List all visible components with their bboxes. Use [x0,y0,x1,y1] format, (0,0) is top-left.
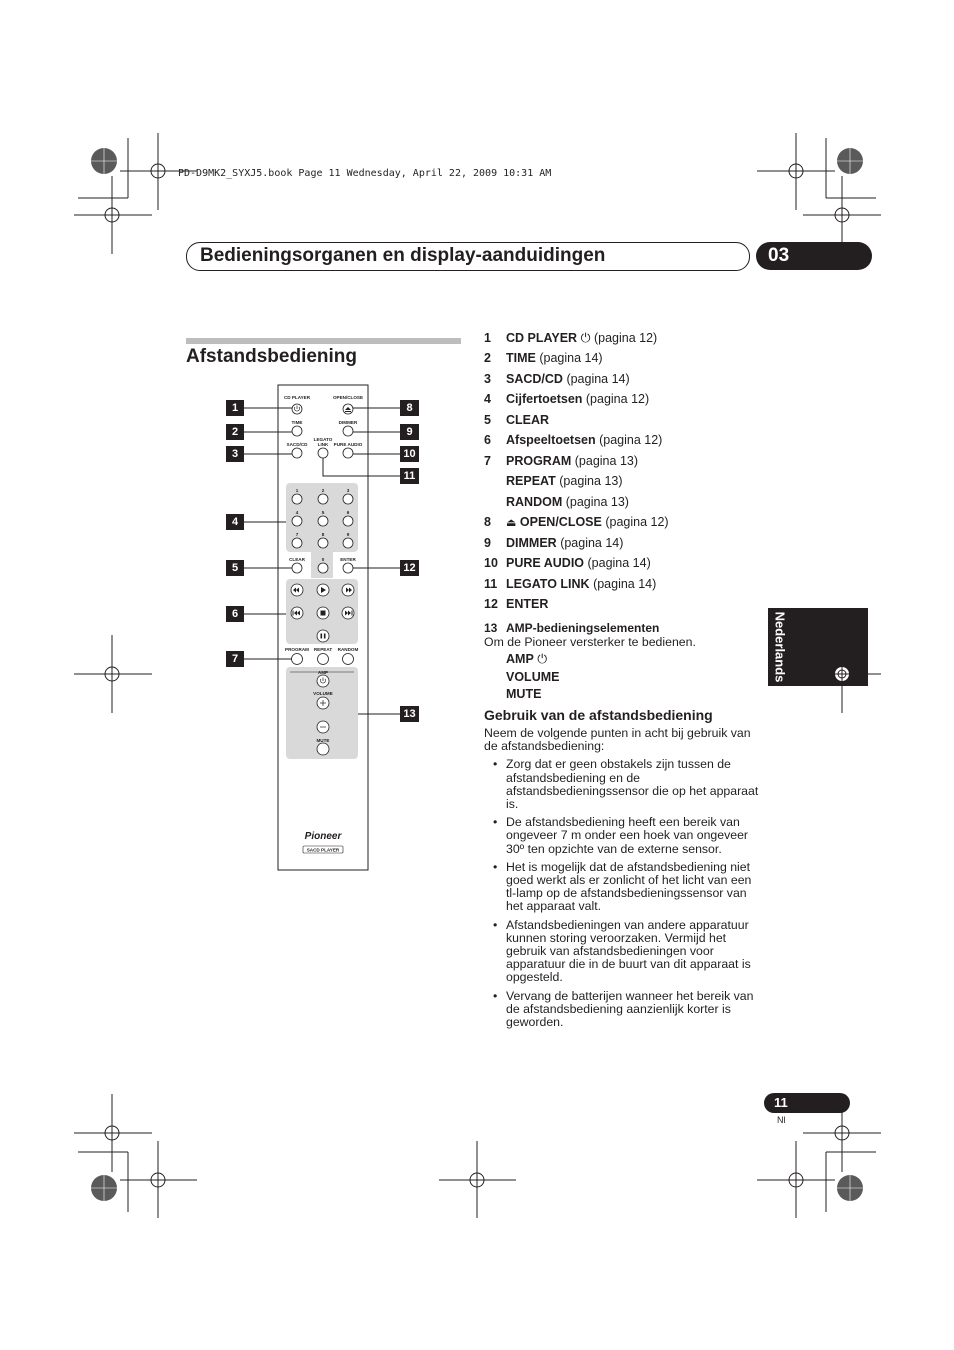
amp-item-heading: 13 AMP-bedieningselementen [484,621,660,635]
amp-sub-item: MUTE [506,687,542,701]
label-sacd-cd: SACD/CD [286,442,308,447]
label-repeat: REPEAT [313,647,333,652]
usage-intro: Neem de volgende punten in acht bij gebruik van de afstandsbediening: [484,726,751,754]
program-button [292,654,303,665]
list-item: 9 DIMMER (pagina 14) [484,536,624,550]
callout-badge: 13 [400,706,419,722]
label-clear: CLEAR [289,557,305,562]
label-link: LINK [317,442,329,447]
label-cd-player: CD PLAYER [283,395,311,400]
usage-body [484,727,759,1029]
label-legato: LEGATO [313,437,333,442]
dimmer-button [343,426,353,436]
language-tab-label-wrap [768,608,792,686]
list-item: 11 LEGATO LINK (pagina 14) [484,577,657,591]
callout-badge: 7 [226,651,244,667]
list-item: 1 CD PLAYER ⏻ (pagina 12) [484,331,658,345]
digit-label: 6 [346,510,350,515]
digit-label: 3 [346,488,350,493]
digit-label: 5 [321,510,325,515]
model-label: SACD PLAYER [306,847,340,853]
bullet-item: • Het is mogelijk dat de afstandsbediening niet goed werkt als er zonlicht of het licht van een tl-lamp op de afstandsbedieningssensor van het apparaat valt. [484,861,759,914]
digit-label: 8 [321,532,325,537]
pause-button [317,630,329,642]
bullet-item: • De afstandsbediening heeft een bereik van ongeveer 7 m onder een hoek van ongeveer 30º ten opzichte van de externe sensor. [484,816,759,856]
label-open-close: OPEN/CLOSE [332,395,364,400]
book-info: PD-D9MK2_SYXJ5.book Page 11 Wednesday, April 22, 2009 10:31 AM [178,168,552,179]
digit-label: 2 [321,488,325,493]
list-item: 3 SACD/CD (pagina 14) [484,372,630,386]
label-mute: MUTE [316,738,330,743]
label-time: TIME [291,420,303,425]
list-item: REPEAT (pagina 13) [506,474,623,488]
power-icon: ⏻ [580,331,591,345]
time-button [292,426,302,436]
bullet-item: • Afstandsbedieningen van andere apparatuur kunnen storing veroorzaken. Vermijd het gebruik van afstandsbedieningen voor apparatuur die in de buurt van dit apparaat is opgesteld. [484,919,759,985]
page-header-title: Bedieningsorganen en display-aanduidingen [200,245,606,266]
list-item: 7 PROGRAM (pagina 13) [484,454,639,468]
list-item: 8 ⏏ OPEN/CLOSE (pagina 12) [484,515,669,529]
list-item: 5 CLEAR [484,413,550,427]
repeat-button [318,654,329,665]
usage-bullets [484,758,759,1029]
bullet-item: • Vervang de batterijen wanneer het bereik van de afstandsbediening aanzienlijk korter is geworden. [484,990,759,1030]
digit-label: 7 [295,532,299,537]
callout-badge: 8 [400,400,419,416]
list-item: 10 PURE AUDIO (pagina 14) [484,556,651,570]
zero-button [318,563,328,573]
callout-badge: 11 [400,468,419,484]
callout-badge: 5 [226,560,244,576]
registration-mark-icon [834,666,850,682]
list-item: 4 Cijfertoetsen (pagina 12) [484,392,650,406]
language-tab-label: Nederlands [772,611,788,683]
digit-label: 1 [295,488,299,493]
label-amp: AMP [317,670,329,675]
list-item: RANDOM (pagina 13) [506,495,629,509]
page-language: Nl [777,1115,786,1125]
callout-badge: 2 [226,424,244,440]
label-volume: VOLUME [313,691,333,696]
label-enter: ENTER [340,557,356,562]
pure-audio-button [343,448,353,458]
legato-link-button [318,448,328,458]
callout-badge: 12 [400,560,419,576]
label-pure-audio: PURE AUDIO [333,442,363,447]
section-title: Afstandsbediening [186,346,358,367]
page-number: 11 [764,1093,850,1113]
enter-button [343,563,353,573]
list-item: 6 Afspeeltoetsen (pagina 12) [484,433,663,447]
clear-button [292,563,302,573]
digit-label: 9 [346,532,350,537]
list-item: 12 ENTER [484,597,549,611]
digit-label: 4 [295,510,299,515]
callout-badge: 9 [400,424,419,440]
label-dimmer: DIMMER [338,420,358,425]
list-item: 2 TIME (pagina 14) [484,351,603,365]
sacd-cd-button [292,448,302,458]
power-icon: ⏻ [537,652,548,666]
eject-icon: ⏏ [506,517,517,529]
callout-badge: 3 [226,446,244,462]
callout-badge: 4 [226,514,244,530]
mute-button [317,743,329,755]
callout-badge: 1 [226,400,244,416]
random-button [343,654,354,665]
brand-logo: Pioneer [304,831,342,842]
bullet-item: • Zorg dat er geen obstakels zijn tussen de afstandsbediening en de afstandsbedieningssensor die op het apparaat is. [484,758,759,811]
label-zero: 0 [321,557,325,562]
callout-badge: 10 [400,446,419,462]
usage-title: Gebruik van de afstandsbediening [484,707,713,723]
label-random: RANDOM [337,647,359,652]
section-rule [186,338,461,344]
chapter-badge: 03 [756,242,872,270]
label-program: PROGRAM [285,647,309,652]
amp-sub-item: AMP ⏻ [506,652,548,666]
amp-item-desc: Om de Pioneer versterker te bedienen. [484,635,696,649]
amp-sub-item: VOLUME [506,670,560,684]
callout-badge: 6 [226,606,244,622]
